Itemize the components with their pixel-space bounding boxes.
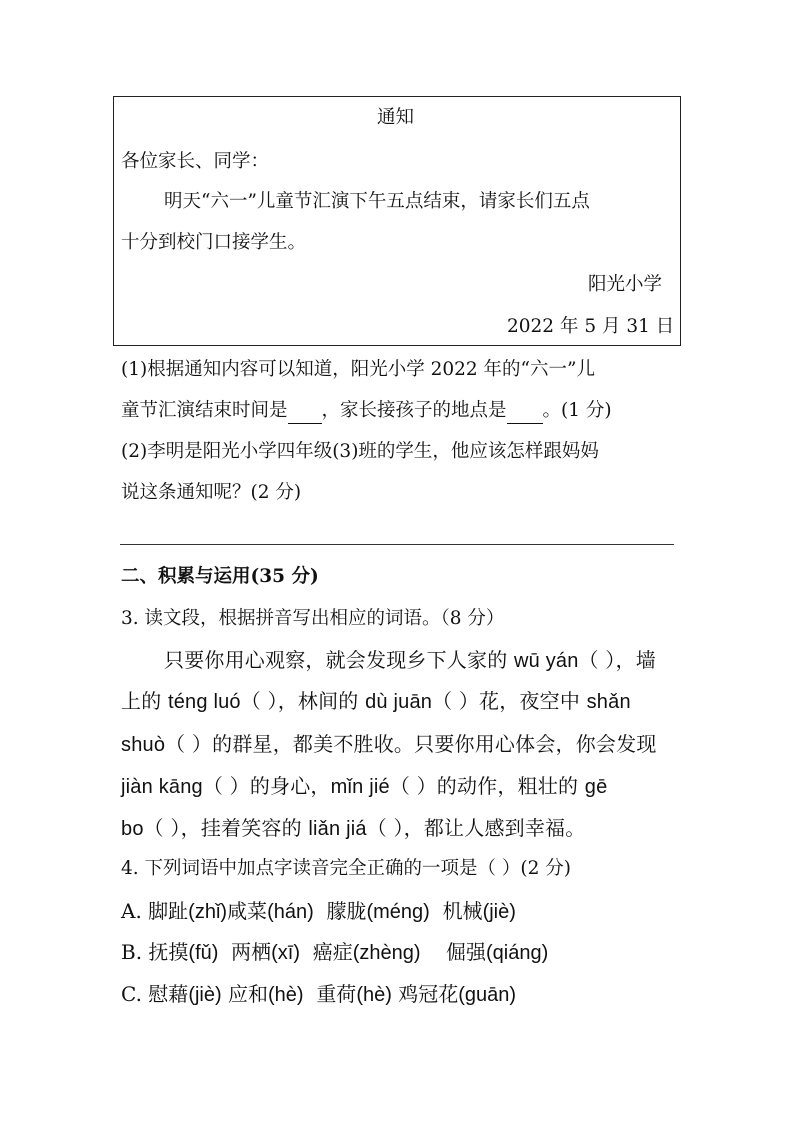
pinyin-teng-luo: téng luó xyxy=(167,691,241,713)
answer-blank[interactable]: （ ），墙 xyxy=(578,648,656,672)
option-word: 重荷 xyxy=(316,982,357,1006)
answer-line-divider xyxy=(120,544,674,545)
q1-line-1: (1)根据通知内容可以知道，阳光小学 2022 年的“六一”儿 xyxy=(121,359,595,380)
notice-signature: 阳光小学 xyxy=(588,274,663,295)
option-word: 咸菜 xyxy=(227,899,268,923)
option-word: 鸡冠花 xyxy=(398,982,459,1006)
pinyin-du-juan: dù juān xyxy=(365,691,433,713)
answer-blank[interactable]: （ ）的群星，都美不胜收。只要你用心体会，你会发现 xyxy=(165,732,657,756)
q2-line-1: (2)李明是阳光小学四年级(3)班的学生，他应该怎样跟妈妈 xyxy=(121,441,599,462)
pinyin-jian-kang: jiàn kāng xyxy=(121,776,203,798)
pinyin-min-jie: mǐn jié xyxy=(330,776,390,798)
option-pinyin: (fǔ) xyxy=(188,942,219,964)
option-word: B. 抚摸 xyxy=(121,940,189,964)
section-heading: 二、积累与运用(35 分) xyxy=(121,566,319,587)
option-word: 机械 xyxy=(442,899,483,923)
answer-blank[interactable]: （ ），都让人感到幸福。 xyxy=(366,816,586,840)
q3-text: 上的 xyxy=(121,689,168,713)
q1-line-2 xyxy=(121,399,612,424)
pinyin-bo: bo xyxy=(121,818,144,840)
notice-box xyxy=(113,96,681,346)
answer-blank[interactable]: （ ）的身心， xyxy=(202,774,331,798)
option-word: 应和 xyxy=(228,982,269,1006)
option-pinyin: (zhǐ) xyxy=(188,901,228,923)
q4-option-b[interactable] xyxy=(121,939,548,966)
q1-text-b: ，家长接孩子的地点是 xyxy=(321,400,507,421)
pinyin-shuo: shuò xyxy=(121,734,166,756)
option-pinyin: (xī) xyxy=(271,942,301,964)
option-pinyin: (qiáng) xyxy=(486,942,549,964)
option-word: 倔强 xyxy=(446,940,486,964)
pinyin-lian-jia: liǎn jiá xyxy=(308,818,367,840)
q4-option-a[interactable] xyxy=(121,898,516,925)
q3-prompt: 3. 读文段，根据拼音写出相应的词语。（8 分） xyxy=(121,608,505,629)
q1-text-c: 。(1 分) xyxy=(542,400,612,421)
q4-option-c[interactable] xyxy=(121,981,516,1008)
answer-blank[interactable]: （ ），挂着笑容的 xyxy=(143,816,309,840)
option-pinyin: (jiè) xyxy=(482,901,516,923)
option-word: 朦胧 xyxy=(326,899,367,923)
option-pinyin: (jiè) xyxy=(188,984,222,1006)
pinyin-shan: shǎn xyxy=(586,691,631,713)
notice-greeting: 各位家长、同学： xyxy=(121,151,270,172)
q3-text: 只要你用心观察，就会发现乡下人家的 xyxy=(164,648,514,672)
q3-line-1 xyxy=(164,647,656,674)
q4-prompt: 4. 下列词语中加点字读音完全正确的一项是（ ）(2 分) xyxy=(121,858,571,879)
option-pinyin: (hè) xyxy=(268,984,304,1006)
option-pinyin: (hè) xyxy=(356,984,392,1006)
option-word: A. 脚趾 xyxy=(121,899,189,923)
option-pinyin: (hán) xyxy=(267,901,314,923)
answer-blank[interactable]: （ ）的动作，粗壮的 xyxy=(389,774,585,798)
answer-blank-place[interactable] xyxy=(507,399,543,424)
q3-line-3 xyxy=(121,731,657,758)
notice-title: 通知 xyxy=(377,107,415,128)
q3-line-2 xyxy=(121,688,631,715)
q1-text-a: 童节汇演结束时间是 xyxy=(121,400,288,421)
notice-body-line-1: 明天“六一”儿童节汇演下午五点结束，请家长们五点 xyxy=(164,191,590,212)
q2-line-2: 说这条通知呢？(2 分) xyxy=(121,482,302,503)
option-word: 两栖 xyxy=(231,940,272,964)
answer-blank[interactable]: （ ），林间的 xyxy=(240,689,366,713)
pinyin-wu-yan: wū yán xyxy=(513,650,579,672)
q3-line-4 xyxy=(121,773,607,800)
option-pinyin: (guān) xyxy=(458,984,517,1006)
answer-blank-time[interactable] xyxy=(288,399,322,424)
notice-date: 2022 年 5 月 31 日 xyxy=(507,316,675,337)
notice-body-line-2: 十分到校门口接学生。 xyxy=(121,232,307,253)
option-pinyin: (zhèng) xyxy=(352,942,421,964)
option-pinyin: (méng) xyxy=(366,901,430,923)
option-word: C. 慰藉 xyxy=(121,982,189,1006)
answer-blank[interactable]: （ ）花，夜空中 xyxy=(432,689,587,713)
pinyin-ge: gē xyxy=(584,776,608,798)
q3-line-5 xyxy=(121,815,585,842)
option-word: 癌症 xyxy=(312,940,353,964)
